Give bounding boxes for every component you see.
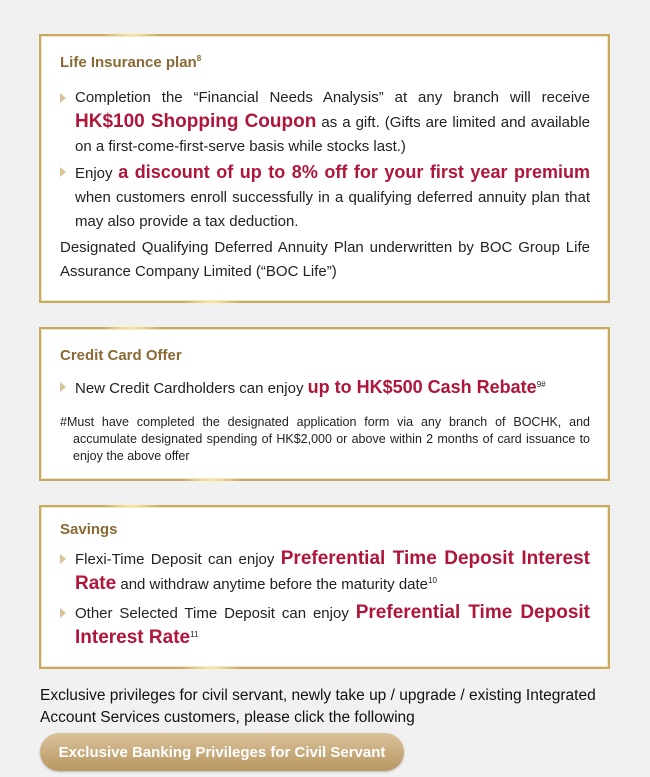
credit-card-terms-note: #Must have completed the designated application form via any branch of BOCHK, and accumulate designated spending of HK$2,000 or above within 2 months of card issuance to enjoy the above offer [60,415,590,463]
bullet-arrow-icon [60,554,66,564]
life-insurance-section [39,34,610,303]
life-insurance-heading: Life Insurance plan$^8$ [60,54,202,71]
bullet-arrow-icon [60,93,66,103]
footer-description: Exclusive privileges for civil servant, newly take up / upgrade / existing Integrated Account Services customers, please click the following [40,687,596,726]
savings-section [39,505,610,669]
bullet-arrow-icon [60,167,66,177]
bullet-arrow-icon [60,382,66,392]
life-insurance-bullet-discount: Enjoy a discount of up to 8% off for your first year premium when customers enroll successfully in a qualifying deferred annuity plan that may also provide a tax deduction. [60,160,590,234]
life-insurance-underwriter-note: Designated Qualifying Deferred Annuity Plan underwritten by BOC Group Life Assurance Company Limited (“BOC Life”) [60,239,590,280]
bullet-arrow-icon [60,608,66,618]
savings-bullet-flexi: Flexi-Time Deposit can enjoy Preferential Time Deposit Interest Rate and withdraw anytime before the maturity date$^{10}$ [60,547,590,597]
savings-bullet-selected: Other Selected Time Deposit can enjoy Preferential Time Deposit Interest Rate$^{11}$ [60,601,590,651]
credit-card-heading: Credit Card Offer [60,347,182,364]
life-insurance-bullet-coupon: Completion the “Financial Needs Analysis” at any branch will receive HK$100 Shopping Coupon as a gift. (Gifts are limited and available on a first-come-first-serve basis while stocks last.) [60,86,590,159]
credit-card-section [39,327,610,481]
credit-card-bullet-rebate: New Credit Cardholders can enjoy up to HK$500 Cash Rebate$^{9\#}$ [60,375,590,401]
savings-heading: Savings [60,521,118,538]
civil-servant-privileges-button[interactable]: Exclusive Banking Privileges for Civil Servant [40,733,404,771]
